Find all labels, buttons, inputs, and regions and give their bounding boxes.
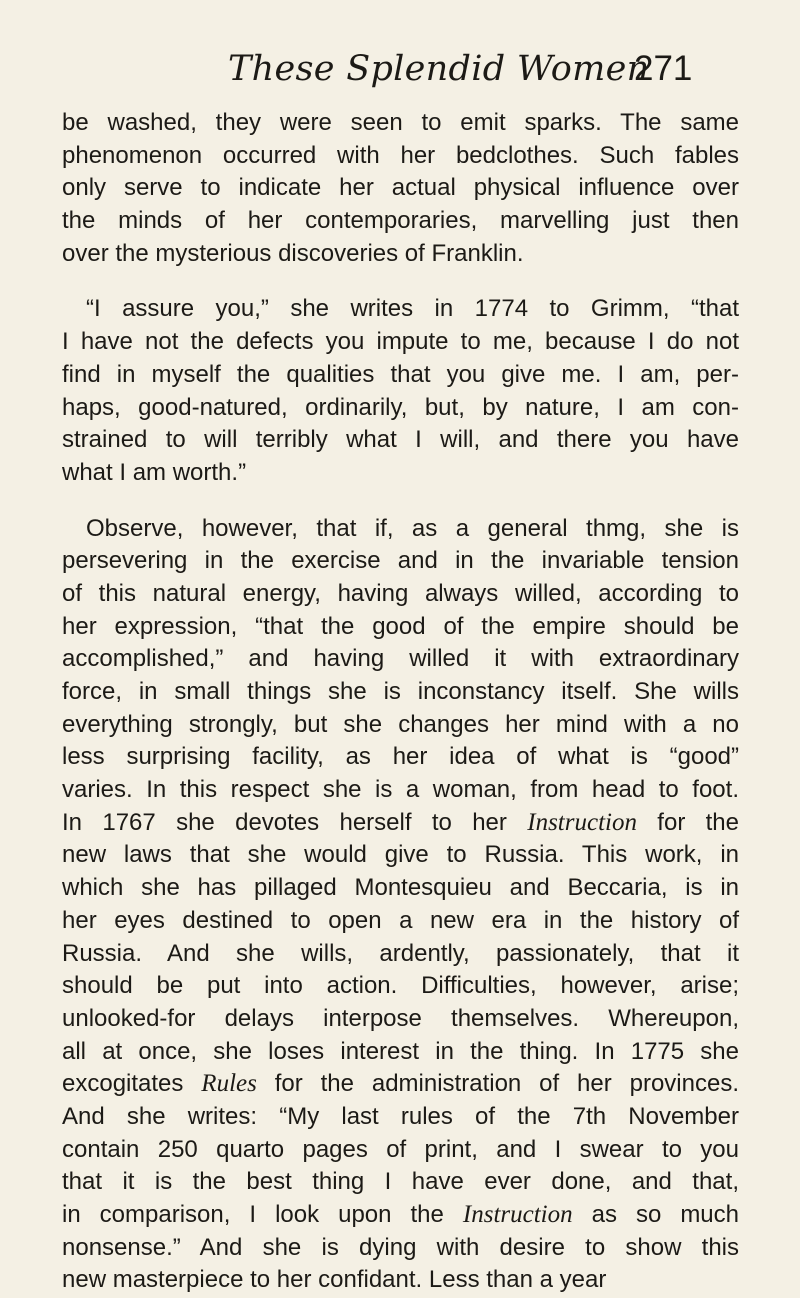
text-line: And she writes: “My last rules of the 7th November <box>62 1102 739 1130</box>
text-run: for the administration of her provinces. <box>256 1070 739 1098</box>
text-line: her expression, “that the good of the empire should be <box>62 612 739 640</box>
text-line: accomplished,” and having willed it with extraordinary <box>62 645 739 673</box>
text-line: phenomenon occurred with her bedclothes. Such fables <box>62 141 739 169</box>
text-line: contain 250 quarto pages of print, and I swear to you <box>62 1135 739 1163</box>
text-line: only serve to indicate her actual physical influence over <box>62 174 739 202</box>
text-line: Russia. And she wills, ardently, passionately, that it <box>62 939 739 967</box>
page-header <box>0 44 800 94</box>
text-run: In 1767 she devotes herself to her <box>62 808 507 836</box>
text-line: over the mysterious discoveries of Franklin. <box>62 239 524 267</box>
text-line: Observe, however, that if, as a general thmg, she is <box>86 514 739 542</box>
text-run: in comparison, I look upon the <box>62 1201 444 1228</box>
text-line-with-italic <box>62 1068 739 1101</box>
text-line: new laws that she would give to Russia. This work, in <box>62 841 739 869</box>
text-line: what I am worth.” <box>62 458 247 486</box>
text-line: her eyes destined to open a new era in the history of <box>62 906 739 934</box>
text-line: of this natural energy, having always willed, according to <box>62 579 739 607</box>
running-head: These Splendid Women <box>228 49 650 89</box>
page-number: 271 <box>634 49 693 88</box>
text-line: new masterpiece to her confidant. Less than a year <box>62 1266 607 1294</box>
text-line: everything strongly, but she changes her mind with a no <box>62 710 739 738</box>
text-line: find in myself the qualities that you give me. I am, per- <box>62 360 739 388</box>
text-line: should be put into action. Difficulties, however, arise; <box>62 972 739 1000</box>
text-line: be washed, they were seen to emit sparks. The same <box>62 109 739 136</box>
text-line: nonsense.” And she is dying with desire to show this <box>62 1233 739 1261</box>
text-line: the minds of her contemporaries, marvelling just then <box>62 207 739 235</box>
text-run: for the <box>636 808 740 836</box>
text-line-with-italic <box>62 807 739 840</box>
text-line-with-italic <box>62 1199 739 1232</box>
paragraph-2 <box>62 293 739 489</box>
text-line: unlooked-for delays interpose themselves. Whereupon, <box>62 1004 739 1032</box>
paragraph-3 <box>62 513 739 1298</box>
text-line: varies. In this respect she is a woman, from head to foot. <box>62 776 739 804</box>
text-line: strained to will terribly what I will, and there you have <box>62 426 739 454</box>
text-line: all at once, she loses interest in the thing. In 1775 she <box>62 1037 739 1065</box>
text-run: excogitates <box>62 1070 184 1098</box>
text-line: which she has pillaged Montesquieu and Beccaria, is in <box>62 874 739 902</box>
text-line: less surprising facility, as her idea of what is “good” <box>62 743 739 771</box>
body-text <box>62 107 739 1297</box>
italic-title: Instruction <box>462 1201 573 1228</box>
paragraph-1 <box>62 107 739 270</box>
text-line: “I assure you,” she writes in 1774 to Grimm, “that <box>86 295 739 323</box>
text-line: persevering in the exercise and in the invariable tension <box>62 547 739 575</box>
text-line: haps, good-natured, ordinarily, but, by nature, I am con- <box>62 393 739 421</box>
italic-title: Rules <box>201 1070 257 1098</box>
text-line: that it is the best thing I have ever done, and that, <box>62 1168 739 1196</box>
text-run: as so much <box>572 1201 740 1228</box>
text-line: force, in small things she is inconstancy itself. She wills <box>62 678 739 705</box>
italic-title: Instruction <box>527 808 637 836</box>
text-line: I have not the defects you impute to me, because I do not <box>62 328 739 356</box>
